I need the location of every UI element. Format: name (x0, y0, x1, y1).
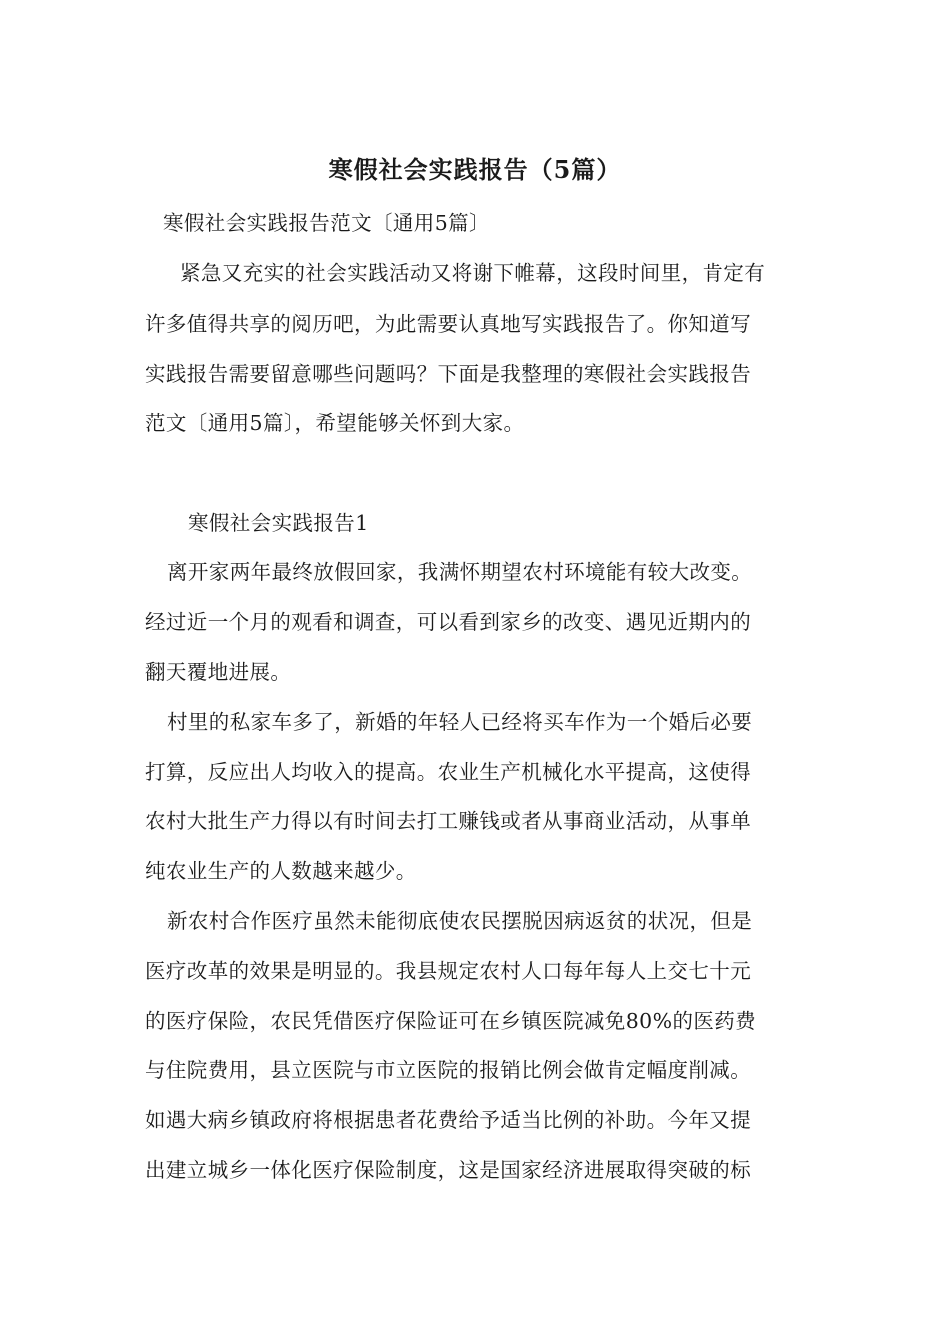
paragraph-line: 打算，反应出人均收入的提高。农业生产机械化水平提高，这使得 (145, 760, 752, 784)
paragraph-line: 的医疗保险，农民凭借医疗保险证可在乡镇医院减免80%的医药费 (145, 1009, 757, 1033)
paragraph-line: 翻天覆地进展。 (145, 660, 292, 684)
paragraph-line: 农村大批生产力得以有时间去打工赚钱或者从事商业活动，从事单 (145, 809, 752, 833)
paragraph-line: 离开家两年最终放假回家，我满怀期望农村环境能有较大改变。 (167, 560, 753, 584)
paragraph-line: 纯农业生产的人数越来越少。 (145, 859, 417, 883)
paragraph-line: 许多值得共享的阅历吧，为此需要认真地写实践报告了。你知道写 (145, 312, 752, 336)
paragraph-line: 紧急又充实的社会实践活动又将谢下帷幕，这段时间里，肯定有 (180, 261, 766, 285)
paragraph-line: 实践报告需要留意哪些问题吗？下面是我整理的寒假社会实践报告 (145, 362, 752, 386)
document-title: 寒假社会实践报告（5篇） (328, 155, 622, 184)
paragraph-line: 与住院费用，县立医院与市立医院的报销比例会做肯定幅度削减。 (145, 1058, 752, 1082)
paragraph-line: 范文〔通用5篇〕，希望能够关怀到大家。 (145, 411, 525, 435)
paragraph-line: 出建立城乡一体化医疗保险制度，这是国家经济进展取得突破的标 (145, 1158, 752, 1182)
paragraph-line: 新农村合作医疗虽然未能彻底使农民摆脱因病返贫的状况，但是 (167, 909, 753, 933)
paragraph-line: 村里的私家车多了，新婚的年轻人已经将买车作为一个婚后必要 (167, 710, 753, 734)
paragraph-line: 经过近一个月的观看和调查，可以看到家乡的改变、遇见近期内的 (145, 610, 752, 634)
paragraph-line: 医疗改革的效果是明显的。我县规定农村人口每年每人上交七十元 (145, 959, 752, 983)
paragraph-line: 如遇大病乡镇政府将根据患者花费给予适当比例的补助。今年又提 (145, 1108, 752, 1132)
subtitle-line: 寒假社会实践报告范文〔通用5篇〕 (163, 211, 490, 235)
section-heading: 寒假社会实践报告1 (188, 511, 369, 535)
